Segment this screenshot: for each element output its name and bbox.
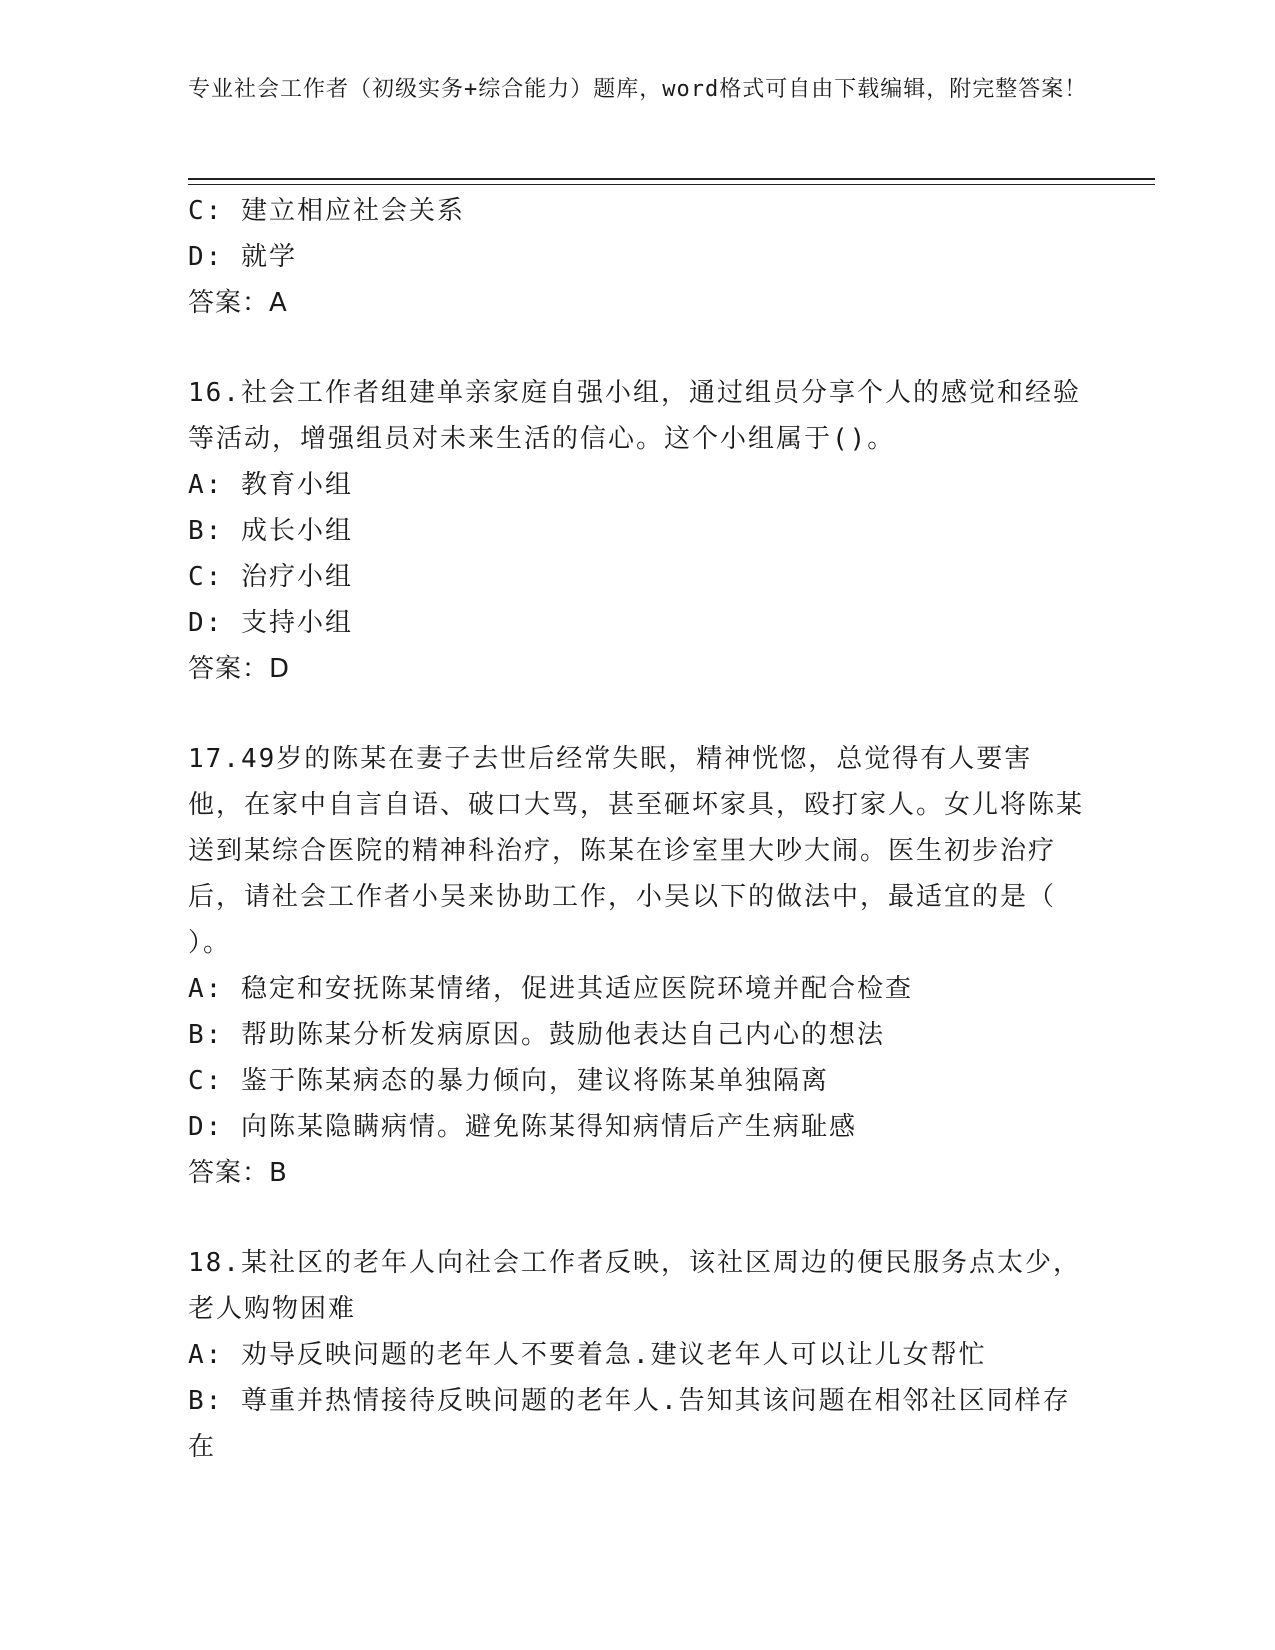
option-d: D: 就学 [188, 242, 297, 272]
answer-line: 答案：B [188, 1158, 288, 1188]
option-b: B: 尊重并热情接待反映问题的老年人.告知其该问题在相邻社区同样存在 [188, 1386, 1071, 1462]
question-16 [188, 370, 1088, 692]
header-divider [188, 178, 1155, 180]
option-d: D: 向陈某隐瞒病情。避免陈某得知病情后产生病耻感 [188, 1112, 857, 1142]
header-divider-thin [188, 184, 1155, 185]
option-c: C: 鉴于陈某病态的暴力倾向，建议将陈某单独隔离 [188, 1066, 829, 1096]
option-a: A: 教育小组 [188, 470, 353, 500]
option-a: A: 稳定和安抚陈某情绪，促进其适应医院环境并配合检查 [188, 974, 913, 1004]
question-content [188, 188, 1088, 1470]
option-c: C: 治疗小组 [188, 562, 353, 592]
option-b: B: 成长小组 [188, 516, 353, 546]
question-stem: 16.社会工作者组建单亲家庭自强小组，通过组员分享个人的感觉和经验等活动，增强组员对未来生活的信心。这个小组属于()。 [188, 378, 1081, 454]
question-stem: 17.49岁的陈某在妻子去世后经常失眠，精神恍惚，总觉得有人要害他，在家中自言自语、破口大骂，甚至砸坏家具，殴打家人。女儿将陈某送到某综合医院的精神科治疗，陈某在诊室里大吵大闹。医生初步治疗后，请社会工作者小吴来协助工作，小吴以下的做法中，最适宜的是（ ）。 [188, 744, 1085, 958]
prev-question-tail [188, 188, 1088, 326]
option-d: D: 支持小组 [188, 608, 353, 638]
answer-line: 答案：A [188, 288, 288, 318]
option-b: B: 帮助陈某分析发病原因。鼓励他表达自己内心的想法 [188, 1020, 885, 1050]
answer-line: 答案：D [188, 654, 291, 684]
question-18 [188, 1240, 1088, 1470]
document-header: 专业社会工作者（初级实务+综合能力）题库，word格式可自由下载编辑，附完整答案！ [188, 77, 1088, 102]
option-c: C: 建立相应社会关系 [188, 196, 465, 226]
option-a: A: 劝导反映问题的老年人不要着急.建议老年人可以让儿女帮忙 [188, 1340, 987, 1370]
question-17 [188, 736, 1088, 1196]
question-stem: 18.某社区的老年人向社会工作者反映，该社区周边的便民服务点太少，老人购物困难 [188, 1248, 1081, 1324]
